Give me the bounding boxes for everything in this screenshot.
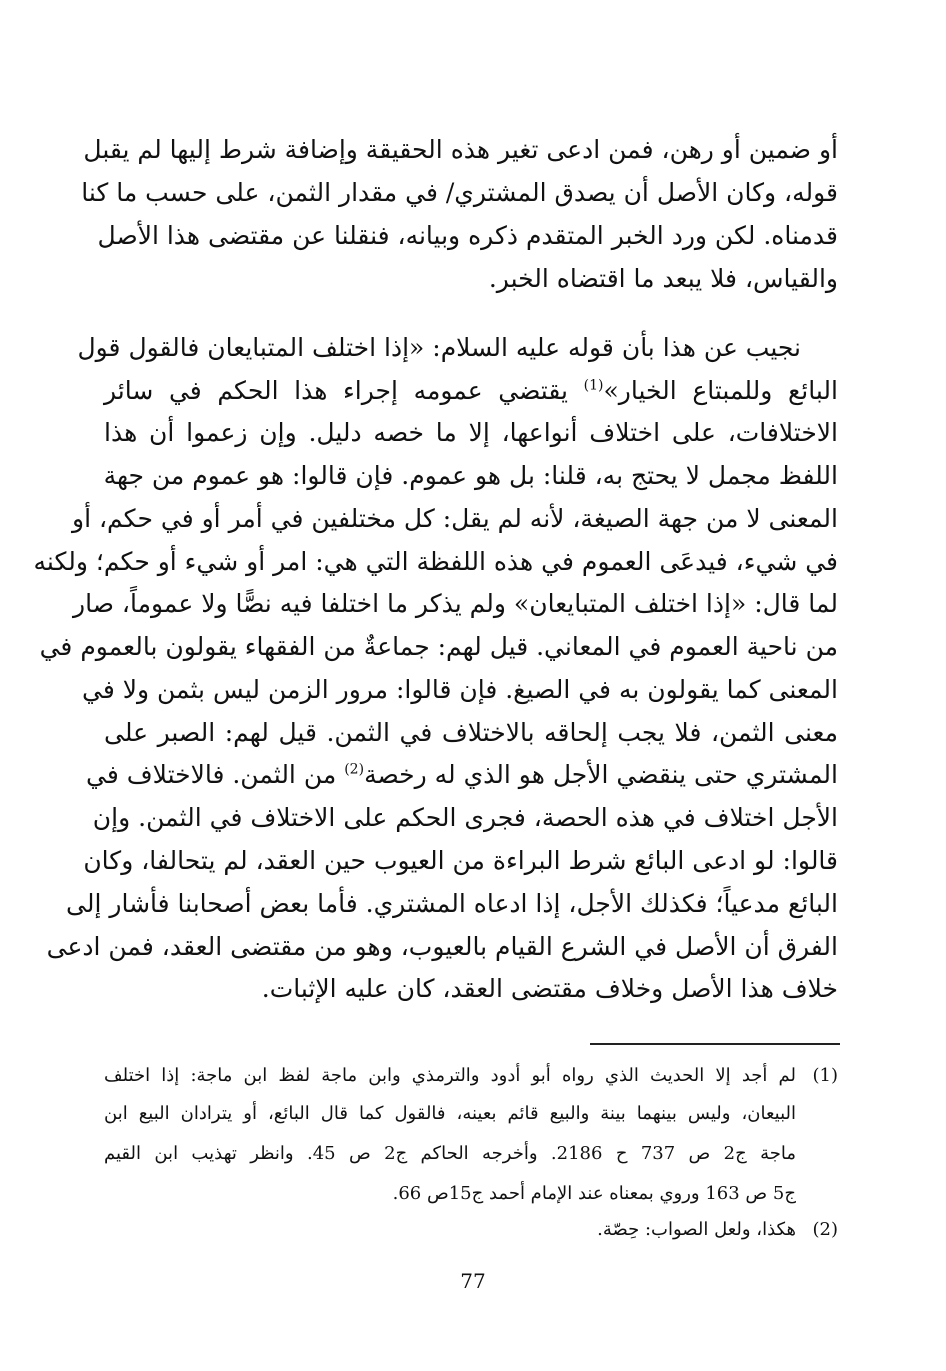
footnote-ref-2: (2) xyxy=(344,761,365,778)
body-text-line: البائع مدعياً؛ فكذلك الأجل، إذا ادعاه المشتري. فأما بعض أصحابنا فأشار إلى xyxy=(66,889,838,918)
text-segment: البائع وللمبتاع الخيار» xyxy=(603,376,838,405)
body-text-line: قالوا: لو ادعى البائع شرط البراءة من العيوب حين العقد، لم يتحالفا، وكان xyxy=(83,846,838,875)
body-text-line: من ناحية العموم في المعاني. قيل لهم: جماعةٌ من الفقهاء يقولون بالعموم في xyxy=(39,632,838,661)
body-text-line: لما قال: «إذا اختلف المتبايعان» ولم يذكر ما اختلفا فيه نصًّا ولا عموماً، صار xyxy=(73,589,838,618)
body-text-line: المعنى كما يقولون به في الصيغ. فإن قالوا: مرور الزمن ليس بثمن ولا في xyxy=(82,675,838,704)
body-text-line: والقياس، فلا يبعد ما اقتضاه الخبر. xyxy=(488,264,838,293)
body-text-line-with-footnote-ref xyxy=(86,757,838,793)
page-number: 77 xyxy=(460,1269,486,1293)
body-text-line: نجيب عن هذا بأن قوله عليه السلام: «إذا اختلف المتبايعان فالقول قول xyxy=(77,333,801,362)
footnote-number-2: (2) xyxy=(812,1219,838,1240)
body-text-line: معنى الثمن، فلا يجب إلحاقه بالاختلاف في الثمن. قيل لهم: الصبر على xyxy=(104,718,838,747)
text-segment: من الثمن. فالاختلاف في xyxy=(86,760,345,789)
body-text-line: الاختلافات، على اختلاف أنواعها، إلا ما خصه دليل. وإن زعموا أن هذا xyxy=(104,418,838,447)
body-text-line: أو ضمين أو رهن، فمن ادعى تغير هذه الحقيقة وإضافة شرط إليها لم يقبل xyxy=(83,135,838,164)
body-text-line: الفرق أن الأصل في الشرع القيام بالعيوب، وهو من مقتضى العقد، فمن ادعى xyxy=(46,932,838,961)
footnote-line: هكذا، ولعل الصواب: حِصّة. xyxy=(597,1219,796,1240)
footnote-line: البيعان، وليس بينهما بينة والبيع قائم بعينه، فالقول كما قال البائع، أو يترادان البيع ابن xyxy=(104,1103,796,1124)
text-segment: يقتضي عمومه إجراء هذا الحكم في سائر xyxy=(104,376,584,405)
footnote-separator xyxy=(590,1043,840,1045)
body-text-line: قدمناه. لكن ورد الخبر المتقدم ذكره وبيانه، فنقلنا عن مقتضى هذا الأصل xyxy=(97,221,838,250)
text-segment: المشتري حتى ينقضي الأجل هو الذي له رخصة xyxy=(364,760,838,789)
body-text-line: قوله، وكان الأصل أن يصدق المشتري/ في مقدار الثمن، على حسب ما كنا xyxy=(81,178,838,207)
body-text-line: اللفظ مجمل لا يحتج به، قلنا: بل هو عموم. فإن قالوا: هو عموم من جهة xyxy=(103,461,838,490)
footnote-line: لم أجد إلا الحديث الذي رواه أبو أدود والترمذي وابن ماجة لفظ ابن ماجة: إذا اختلف xyxy=(104,1065,796,1086)
footnote-ref-1: (1) xyxy=(583,377,604,394)
body-text-line-with-footnote-ref xyxy=(104,373,838,409)
body-text-line: المعنى لا من جهة الصيغة، لأنه لم يقل: كل مختلفين في أمر أو في حكم، أو xyxy=(72,504,838,533)
body-text-line: خلاف هذا الأصل وخلاف مقتضى العقد، كان عليه الإثبات. xyxy=(261,974,838,1003)
body-text-line: في شيء، فيدعَى العموم في هذه اللفظة التي هي: امر أو شيء أو حكم؛ ولكنه xyxy=(33,547,838,576)
body-text-line: الأجل اختلاف في هذه الحصة، فجرى الحكم على الاختلاف في الثمن. وإن xyxy=(92,803,838,832)
footnote-line: ماجة ج2 ص 737 ح 2186. وأخرجه الحاكم ج2 ص 45. وانظر تهذيب ابن القيم xyxy=(104,1143,796,1164)
footnote-number-1: (1) xyxy=(812,1065,838,1086)
footnote-line: ج5 ص 163 وروي بمعناه عند الإمام أحمد ج15ص 66. xyxy=(392,1183,796,1204)
